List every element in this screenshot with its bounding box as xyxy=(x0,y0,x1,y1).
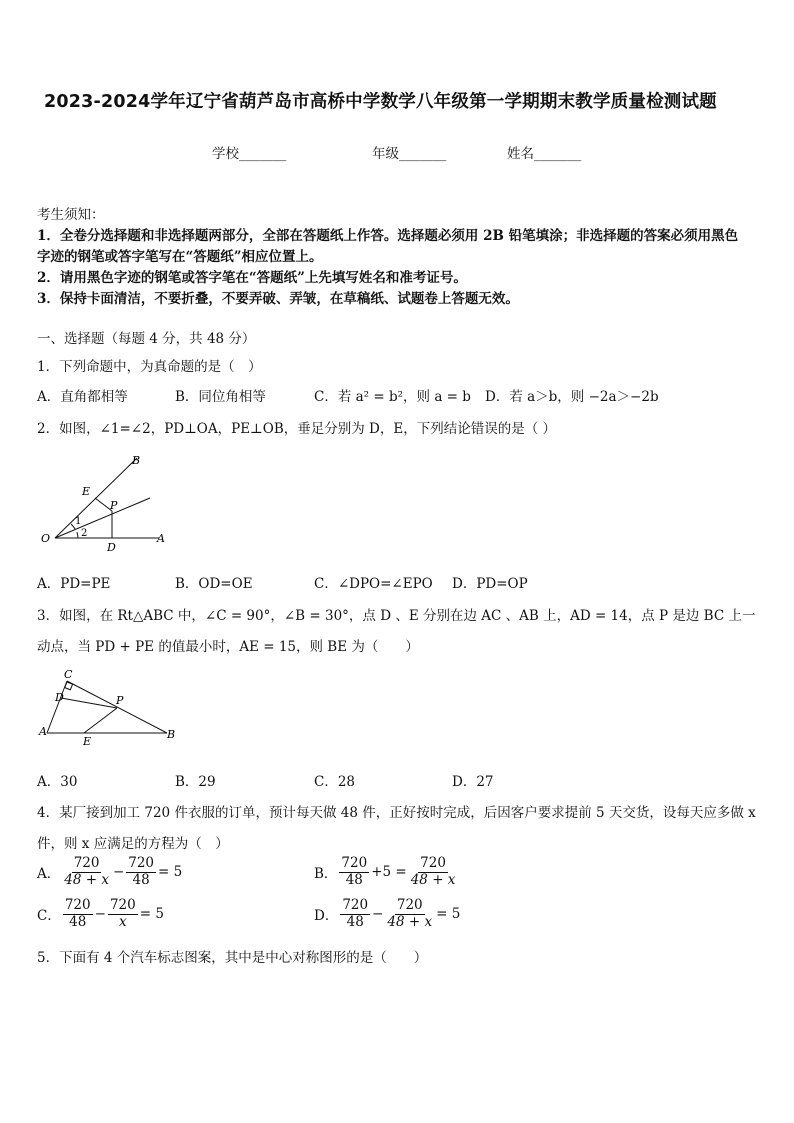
question-5-stem: 5．下面有 4 个汽车标志图案，其中是中心对称图形的是（ ） xyxy=(37,950,428,966)
name-field: 姓名_______ xyxy=(507,146,582,162)
equals: = 5 xyxy=(158,864,183,881)
label-d: D xyxy=(107,541,116,554)
fraction: $\frac{720}{48 + x}$ xyxy=(387,897,433,930)
label-p: P xyxy=(116,694,124,707)
question-2-stem: 2．如图，∠1=∠2，PD⊥OA，PE⊥OB，垂足分别为 D，E，下列结论错误的是（ ） xyxy=(37,421,557,437)
q2-option-d: D．PD=OP xyxy=(452,576,528,592)
notice-item: 1．全卷分选择题和非选择题两部分，全部在答题纸上作答。选择题必须用 2B 铅笔填涂；非选择题的答案必须用黑色 xyxy=(37,228,739,244)
page-title: 2023-2024学年辽宁省葫芦岛市高桥中学数学八年级第一学期期末教学质量检测试题 xyxy=(44,92,717,112)
operator: − xyxy=(112,864,125,881)
q4-option-c xyxy=(37,898,164,930)
option-label: D． xyxy=(314,908,339,925)
fraction: $\frac{720}{48}$ xyxy=(341,855,368,888)
school-field: 学校_______ xyxy=(212,146,287,162)
fraction: $\frac{720}{48}$ xyxy=(64,897,91,930)
label-angle-1: 1 xyxy=(75,516,82,527)
q2-option-b: B．OD=OE xyxy=(175,576,253,592)
label-a: A xyxy=(39,725,47,738)
label-p: P xyxy=(110,499,118,512)
option-label: C． xyxy=(37,908,61,925)
q1-option-b: B．同位角相等 xyxy=(175,389,266,405)
angle-bisector-figure xyxy=(37,450,177,555)
fraction: $\frac{720}{x}$ xyxy=(109,897,136,930)
q4-option-b xyxy=(314,856,457,888)
q1-option-c: C．若 a² = b²，则 a = b xyxy=(314,389,471,405)
notice-item: 字迹的钢笔或答字笔写在“答题纸”相应位置上。 xyxy=(37,249,323,265)
section-heading: 一、选择题（每题 4 分，共 48 分） xyxy=(37,331,256,347)
label-o: O xyxy=(41,532,51,545)
q2-option-a: A．PD=PE xyxy=(37,576,111,592)
fraction: $\frac{720}{48}$ xyxy=(342,897,369,930)
notice-item: 3．保持卡面清洁，不要折叠，不要弄破、弄皱，在草稿纸、试题卷上答题无效。 xyxy=(37,291,519,307)
fraction: $\frac{720}{48}$ xyxy=(128,855,155,888)
label-b: B xyxy=(132,454,141,467)
q3-option-d: D．27 xyxy=(452,774,494,790)
grade-field: 年级_______ xyxy=(372,146,447,162)
label-c: C xyxy=(64,668,73,681)
operator: − xyxy=(372,906,384,923)
q4-option-a xyxy=(37,856,182,888)
notice-item: 2．请用黑色字迹的钢笔或答字笔在“答题纸”上先填写姓名和准考证号。 xyxy=(37,270,467,286)
q2-option-c: C．∠DPO=∠EPO xyxy=(314,576,433,592)
equals: = 5 xyxy=(139,906,164,923)
question-3-stem-line2: 动点，当 PD + PE 的值最小时，AE = 15，则 BE 为（ ） xyxy=(37,639,419,655)
label-a: A xyxy=(157,532,165,545)
q3-option-a: A．30 xyxy=(37,774,78,790)
option-label: B． xyxy=(314,866,338,883)
label-e: E xyxy=(83,735,92,748)
q3-option-c: C．28 xyxy=(314,774,356,790)
equals: = 5 xyxy=(436,906,461,923)
q3-option-b: B．29 xyxy=(175,774,216,790)
fraction: $\frac{720}{48 + x}$ xyxy=(64,855,109,888)
q1-option-a: A．直角都相等 xyxy=(37,389,128,405)
label-d: D xyxy=(55,691,64,704)
label-angle-2: 2 xyxy=(81,528,88,539)
q4-option-d xyxy=(314,898,460,930)
operator: +5 = xyxy=(371,864,407,881)
fraction: $\frac{720}{48 + x}$ xyxy=(410,855,456,888)
q1-option-d: D．若 a＞b，则 −2a＞−2b xyxy=(485,389,659,405)
triangle-figure xyxy=(37,668,182,748)
question-3-stem-line1: 3．如图，在 Rt△ABC 中，∠C = 90°，∠B = 30°，点 D 、E 分别在边 AC 、AB 上，AD = 14，点 P 是边 BC 上一 xyxy=(37,608,756,624)
notice-heading: 考生须知： xyxy=(37,207,105,223)
label-e: E xyxy=(82,485,91,498)
operator: − xyxy=(94,906,106,923)
option-label: A． xyxy=(37,866,61,883)
question-4-stem-line1: 4．某厂接到加工 720 件衣服的订单，预计每天做 48 件，正好按时完成，后因客户要求提前 5 天交货，设每天应多做 x xyxy=(37,805,756,821)
question-4-stem-line2: 件，则 x 应满足的方程为（ ） xyxy=(37,836,229,852)
question-1-stem: 1．下列命题中，为真命题的是（ ） xyxy=(37,359,262,375)
label-b: B xyxy=(167,728,176,741)
